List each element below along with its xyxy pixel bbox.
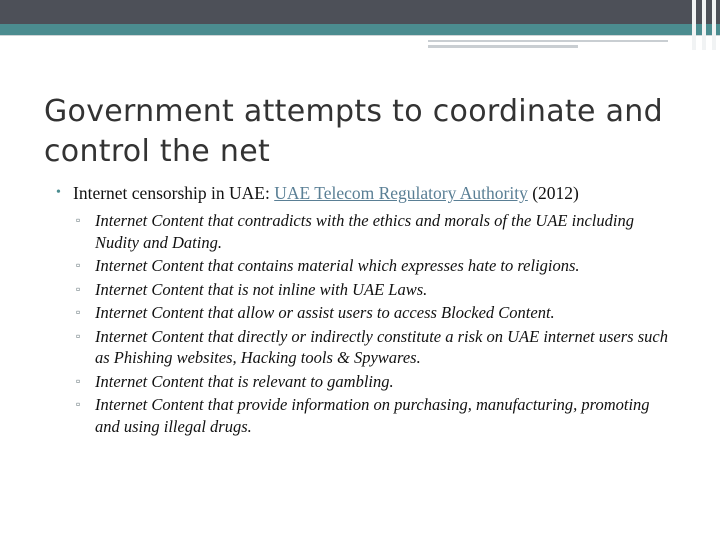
slide-header-decoration (0, 0, 720, 50)
tra-link[interactable]: UAE Telecom Regulatory Authority (274, 183, 528, 203)
header-teal-band (0, 24, 720, 35)
main-bullet (56, 182, 676, 204)
header-accent-line (428, 40, 668, 42)
header-corner-stripe (692, 0, 696, 50)
sub-bullet-text: Internet Content that contains material which expresses hate to religions. (95, 256, 580, 275)
sub-bullet-text: Internet Content that allow or assist users to access Blocked Content. (95, 303, 555, 322)
slide-title: Government attempts to coordinate and control the net (44, 94, 663, 169)
sub-bullet-text: Internet Content that provide information on purchasing, manufacturing, promoting and using illegal drugs. (95, 395, 650, 436)
sub-bullet-item (56, 326, 676, 369)
bullet-suffix: (2012) (527, 183, 579, 203)
sub-bullet-item (56, 394, 676, 437)
sub-bullet-item (56, 371, 676, 393)
sub-bullet-marker: ▫ (76, 397, 81, 411)
bullet-marker: • (56, 185, 61, 200)
sub-bullet-item (56, 302, 676, 324)
header-corner-stripe (712, 0, 716, 50)
sub-bullet-marker: ▫ (76, 258, 81, 272)
sub-bullet-list (56, 210, 676, 437)
sub-bullet-text: Internet Content that contradicts with the ethics and morals of the UAE including Nudity and Dating. (95, 211, 634, 252)
sub-bullet-item (56, 255, 676, 277)
sub-bullet-item (56, 210, 676, 253)
slide-body (56, 182, 676, 439)
sub-bullet-marker: ▫ (76, 213, 81, 227)
header-dark-band (0, 0, 720, 24)
sub-bullet-marker: ▫ (76, 281, 81, 296)
sub-bullet-text: Internet Content that is not inline with UAE Laws. (95, 279, 428, 299)
sub-bullet-text: Internet Content that is relevant to gambling. (95, 371, 394, 391)
header-accent-line-short (428, 45, 578, 48)
sub-bullet-marker: ▫ (76, 373, 81, 388)
header-corner-stripe (702, 0, 706, 50)
header-divider (0, 35, 720, 36)
bullet-prefix: Internet censorship in UAE: (73, 183, 275, 203)
sub-bullet-text: Internet Content that directly or indirectly constitute a risk on UAE internet users such as Phishing websites, Hacking tools & Spywares. (95, 326, 668, 367)
sub-bullet-marker: ▫ (76, 305, 81, 319)
sub-bullet-item (56, 279, 676, 301)
sub-bullet-marker: ▫ (76, 328, 81, 343)
